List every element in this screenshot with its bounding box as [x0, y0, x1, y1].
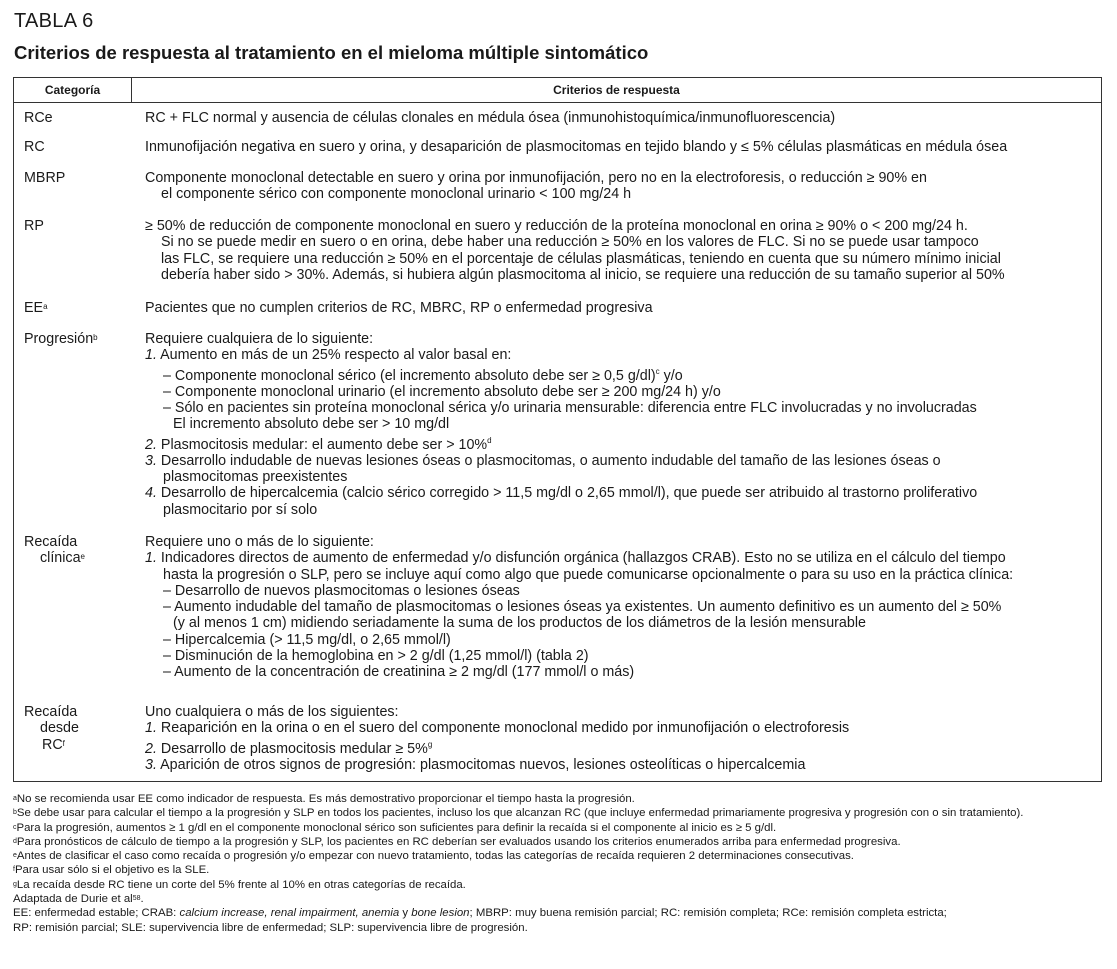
footnote-g [13, 878, 1108, 892]
criteria-line: Reaparición en la orina o en el suero del componente monoclonal medido por inmunofijación o electroforesis [160, 720, 850, 737]
footnote-mark: f [62, 738, 65, 748]
criteria-line: plasmocitomas preexistentes [163, 468, 348, 485]
footnote-mark: c [13, 823, 17, 831]
category-line: desde [40, 720, 79, 737]
criteria-line: Pacientes que no cumplen criterios de RC, MBRC, RP o enfermedad progresiva [145, 300, 653, 316]
footnote-mark: f [13, 866, 15, 874]
source-note [13, 892, 1108, 906]
criteria-line: Componente monoclonal detectable en suero y orina por inmunofijación, pero no en la electroforesis, o reducción ≥ 90% en [145, 170, 927, 186]
list-number: 4. [145, 485, 157, 502]
row-rp-criteria [145, 218, 1090, 283]
criteria-intro: Requiere uno o más de lo siguiente: [145, 534, 374, 550]
criteria-line: plasmocitario por sí solo [163, 501, 318, 518]
row-recaida-rc-category [24, 704, 79, 753]
criteria-line: Aparición de otros signos de progresión: plasmocitomas nuevos, lesiones osteolíticas o hipercalcemia [160, 756, 806, 773]
footnote-mark: d [13, 837, 17, 845]
criteria-line: – Aumento de la concentración de creatinina ≥ 2 mg/dl (177 mmol/l o más) [163, 664, 635, 681]
criteria-line: Aumento en más de un 25% respecto al valor basal en: [160, 347, 512, 364]
category-line: Recaída [24, 704, 78, 720]
footnote-mark: a [43, 302, 48, 311]
criteria-line: – Desarrollo de nuevos plasmocitomas o lesiones óseas [163, 582, 520, 599]
table-footnotes [13, 792, 1108, 935]
list-number: 3. [145, 452, 157, 469]
footnote-text: Antes de clasificar el caso como recaída o progresión y/o empezar con nuevo tratamiento, todas las categorías de recaída requieren 2 determinaciones consecutivas. [16, 850, 854, 863]
criteria-line-tail: y/o [659, 367, 683, 384]
criteria-line: – Componente monoclonal sérico (el incremento absoluto debe ser ≥ 0,5 g/dl) [163, 367, 656, 384]
footnote-d [13, 835, 1108, 849]
source-text-tail: . [140, 893, 144, 906]
criteria-line: El incremento absoluto debe ser > 10 mg/dl [173, 416, 450, 433]
footnote-b [13, 806, 1108, 820]
row-recaida-rc-criteria [145, 704, 1090, 773]
footnote-mark: e [13, 852, 17, 860]
criteria-line: Si no se puede medir en suero o en orina, debe haber una reducción ≥ 50% en los valores de FLC. Si no se puede usar tampoco [161, 234, 979, 251]
criteria-line: ≥ 50% de reducción de componente monoclonal en suero y reducción de la proteína monoclonal en orina ≥ 90% o < 200 mg/24 h. [145, 218, 968, 234]
footnote-mark: g [427, 739, 433, 749]
list-number: 2. [145, 436, 157, 453]
footnote-mark: b [93, 333, 98, 342]
footnote-a [13, 792, 1108, 806]
criteria-line: – Hipercalcemia (> 11,5 mg/dl, o 2,65 mmol/l) [163, 631, 451, 648]
list-number: 2. [145, 740, 157, 757]
row-progresion-criteria [145, 331, 1090, 518]
criteria-intro: Uno cualquiera o más de los siguientes: [145, 704, 399, 720]
row-recaida-clinica-criteria [145, 534, 1090, 681]
criteria-line: Inmunofijación negativa en suero y orina, y desaparición de plasmocitomas en tejido blando y ≤ 5% células plasmáticas en médula ósea [145, 139, 1008, 155]
criteria-line: Desarrollo de hipercalcemia (calcio sérico corregido > 11,5 mg/dl o 2,65 mmol/l), que puede ser atribuido al trastorno proliferativo [160, 485, 978, 502]
category-line: RC [42, 736, 63, 753]
category-line: Recaída [24, 534, 78, 550]
row-ee-category: $EE^a$ [24, 300, 48, 316]
footnote-text: Para la progresión, aumentos ≥ 1 g/dl en el componente monoclonal sérico son suficientes para definir la recaída si el componente al inicio es ≥ 5 g/dl. [16, 821, 777, 834]
footnote-f [13, 863, 1108, 877]
header-category: Categoría [44, 83, 101, 97]
criteria-line: – Aumento indudable del tamaño de plasmocitomas o lesiones óseas ya existentes. Un aumento definitivo es un aumento del ≥ 50% [163, 599, 1002, 616]
table-caption: TABLA 6 [14, 10, 94, 32]
footnote-mark: g [13, 880, 17, 888]
abbreviations-line-1 [13, 906, 1108, 920]
criteria-line: – Sólo en pacientes sin proteína monoclonal sérica y/o urinaria mensurable: diferencia entre FLC involucradas y no involucradas [163, 399, 977, 416]
criteria-line: RC + FLC normal y ausencia de células clonales en médula ósea (inmunohistoquímica/inmunofluorescencia) [145, 110, 836, 126]
table-header [14, 78, 1101, 103]
abbr-text: ; MBRP: muy buena remisión parcial; RC: remisión completa; RCe: remisión completa estricta; [469, 907, 947, 920]
row-ee-criteria [145, 300, 1090, 316]
footnote-e [13, 849, 1108, 863]
table-title: Criterios de respuesta al tratamiento en el mieloma múltiple sintomático [14, 42, 649, 63]
row-progresion-category: Progresión$^b$ [24, 331, 98, 347]
criteria-line: (y al menos 1 cm) midiendo seriadamente la suma de los productos de los diámetros de la lesión mensurable [173, 615, 866, 632]
abbr-italic: bone lesion [411, 907, 470, 920]
abbr-italic: calcium increase, renal impairment, anemia [179, 907, 400, 920]
row-recaida-clinica-category [24, 534, 85, 567]
criteria-line: Desarrollo indudable de nuevas lesiones óseas o plasmocitomas, o aumento indudable del tamaño de las lesiones óseas o [160, 452, 941, 469]
footnote-text: No se recomienda usar EE como indicador de respuesta. Es más demostrativo proporcionar el tiempo hasta la progresión. [16, 793, 635, 805]
footnote-text: Se debe usar para calcular el tiempo a la progresión y SLP en todos los pacientes, incluso los que alcanzan RC (que incluye enfermedad primariamente progresiva y progresión con o sin tratamiento). [16, 807, 1024, 820]
criteria-line: – Disminución de la hemoglobina en > 2 g/dl (1,25 mmol/l) (tabla 2) [163, 648, 589, 665]
row-mbrp-criteria [145, 170, 1090, 203]
criteria-line: Indicadores directos de aumento de enfermedad y/o disfunción orgánica (hallazgos CRAB). Esto no se utiliza en el cálculo del tiempo [160, 550, 1006, 567]
row-rc-criteria [145, 139, 1090, 155]
list-number: 1. [145, 720, 157, 737]
footnote-text: La recaída desde RC tiene un corte del 5% frente al 10% en otras categorías de recaída. [16, 878, 466, 891]
criteria-line: las FLC, se requiere una reducción ≥ 50% en el porcentaje de células plasmáticas, teniendo en cuenta que su número mínimo inicial [161, 250, 1001, 267]
list-number: 1. [145, 550, 157, 567]
criteria-line: Desarrollo de plasmocitosis medular ≥ 5% [160, 740, 428, 757]
list-number: 3. [145, 756, 157, 773]
footnote-mark: e [80, 552, 85, 562]
abbreviations-line-2: RP: remisión parcial; SLE: supervivencia libre de enfermedad; SLP: supervivencia libre de progresión. [13, 921, 528, 934]
row-rp-category: RP [24, 218, 44, 234]
footnote-text: Para pronósticos de cálculo de tiempo a la progresión y SLP, los pacientes en RC deberían ser evaluados usando los criterios enumerados arriba para enfermedad progresiva. [16, 835, 901, 848]
category-line: clínica [40, 550, 81, 567]
abbr-text: EE: enfermedad estable; CRAB: [13, 907, 180, 920]
criteria-intro: Requiere cualquiera de lo siguiente: [145, 331, 374, 347]
row-mbrp-category: MBRP [24, 170, 66, 186]
header-criteria: Criterios de respuesta [553, 83, 680, 97]
footnote-text: Para usar sólo si el objetivo es la SLE. [14, 864, 210, 877]
footnote-mark: d [487, 435, 492, 445]
criteria-line: el componente sérico con componente monoclonal urinario < 100 mg/24 h [161, 186, 632, 203]
criteria-line: debería haber sido > 30%. Además, si hubiera algún plasmocitoma al inicio, se requiere una reducción de su tamaño superior al 50% [161, 266, 1005, 283]
criteria-line: Plasmocitosis medular: el aumento debe ser > 10% [160, 436, 488, 453]
abbr-text: y [399, 907, 412, 920]
footnote-c [13, 821, 1108, 835]
criteria-line: hasta la progresión o SLP, pero se incluye aquí como algo que puede comunicarse opcionalmente o para su uso en la práctica clínica: [163, 566, 1014, 583]
row-rc-category: RC [24, 139, 45, 155]
source-text: Adaptada de Durie et al [13, 893, 133, 906]
footnote-mark: c [655, 366, 660, 376]
footnote-mark: b [13, 809, 17, 817]
criteria-line: – Componente monoclonal urinario (el incremento absoluto debe ser ≥ 200 mg/24 h) y/o [163, 383, 721, 400]
footnote-mark: a [13, 795, 17, 802]
list-number: 1. [145, 347, 157, 364]
reference-mark: 58 [132, 895, 141, 903]
row-rce-category: RCe [24, 110, 53, 126]
row-rce-criteria [145, 110, 1090, 126]
response-criteria-table [13, 77, 1102, 782]
